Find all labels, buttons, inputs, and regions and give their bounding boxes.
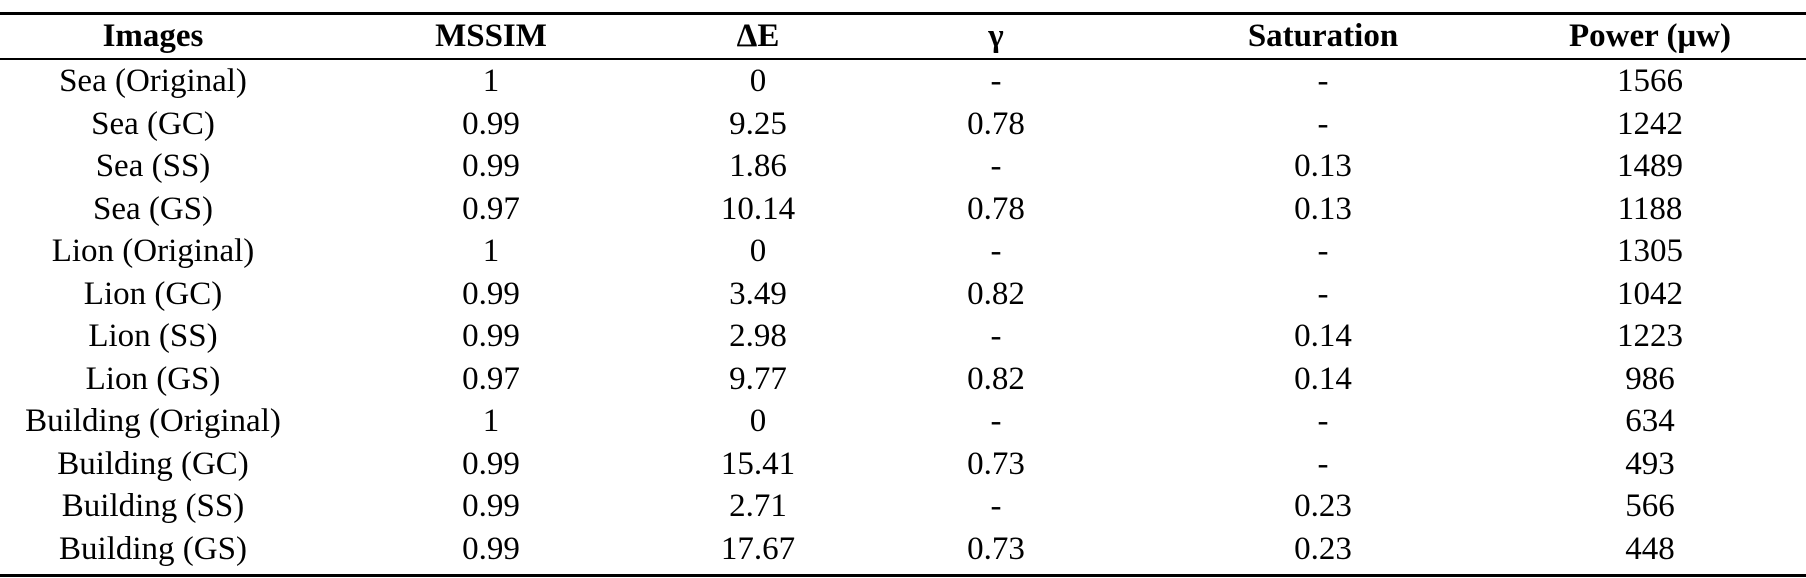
cell-gamma: 0.73 — [967, 445, 1025, 482]
cell-saturation: - — [1317, 63, 1329, 100]
cell-delta-e: 9.77 — [729, 360, 787, 397]
cell-gamma: 0.73 — [967, 530, 1025, 567]
table-bottom-rule — [0, 574, 1806, 577]
cell-power: 1042 — [1617, 275, 1683, 312]
cell-gamma: - — [990, 148, 1002, 185]
table-row — [0, 400, 1806, 443]
cell-power: 1305 — [1617, 233, 1683, 270]
cell-saturation: - — [1317, 275, 1329, 312]
cell-image: Building (Original) — [25, 403, 281, 440]
cell-delta-e: 17.67 — [720, 530, 796, 567]
cell-power: 493 — [1625, 445, 1675, 482]
header-images: Images — [102, 18, 204, 54]
header-mssim: MSSIM — [435, 18, 547, 54]
cell-power: 1223 — [1617, 318, 1683, 355]
cell-mssim: 1 — [482, 233, 500, 270]
table-row — [0, 145, 1806, 188]
cell-saturation: - — [1317, 445, 1329, 482]
cell-image: Building (GC) — [57, 445, 249, 482]
cell-delta-e: 15.41 — [720, 445, 796, 482]
table-row — [0, 315, 1806, 358]
cell-image: Sea (SS) — [95, 148, 211, 185]
cell-power: 634 — [1625, 403, 1675, 440]
cell-power: 986 — [1625, 360, 1675, 397]
cell-delta-e: 1.86 — [729, 148, 787, 185]
results-table — [0, 15, 1806, 570]
cell-image: Building (SS) — [61, 488, 245, 525]
cell-delta-e: 3.49 — [729, 275, 787, 312]
cell-power: 1188 — [1617, 190, 1683, 227]
cell-gamma: - — [990, 63, 1002, 100]
cell-saturation: 0.23 — [1294, 530, 1352, 567]
cell-gamma: 0.82 — [967, 360, 1025, 397]
cell-mssim: 0.99 — [462, 148, 520, 185]
cell-gamma: - — [990, 488, 1002, 525]
cell-image: Sea (GS) — [92, 190, 214, 227]
cell-mssim: 1 — [482, 63, 500, 100]
cell-image: Lion (GS) — [85, 360, 221, 397]
table-row — [0, 230, 1806, 273]
cell-power: 448 — [1625, 530, 1675, 567]
cell-image: Lion (SS) — [88, 318, 218, 355]
cell-mssim: 0.99 — [462, 105, 520, 142]
table-row — [0, 528, 1806, 571]
cell-power: 1242 — [1617, 105, 1683, 142]
cell-saturation: 0.23 — [1294, 488, 1352, 525]
cell-delta-e: 0 — [749, 233, 767, 270]
cell-saturation: - — [1317, 403, 1329, 440]
cell-mssim: 0.97 — [462, 190, 520, 227]
table-row — [0, 188, 1806, 231]
header-gamma: γ — [988, 18, 1004, 54]
cell-delta-e: 2.71 — [729, 488, 787, 525]
cell-image: Lion (Original) — [51, 233, 255, 270]
cell-mssim: 0.97 — [462, 360, 520, 397]
cell-gamma: - — [990, 318, 1002, 355]
cell-mssim: 0.99 — [462, 318, 520, 355]
cell-gamma: 0.78 — [967, 190, 1025, 227]
cell-saturation: 0.13 — [1294, 190, 1352, 227]
cell-power: 566 — [1625, 488, 1675, 525]
cell-mssim: 0.99 — [462, 488, 520, 525]
header-row — [0, 15, 1806, 58]
table-row — [0, 103, 1806, 146]
header-delta-e: ΔE — [736, 18, 780, 54]
cell-saturation: - — [1317, 105, 1329, 142]
cell-gamma: - — [990, 403, 1002, 440]
cell-delta-e: 10.14 — [720, 190, 796, 227]
cell-gamma: 0.78 — [967, 105, 1025, 142]
cell-saturation: 0.13 — [1294, 148, 1352, 185]
cell-saturation: - — [1317, 233, 1329, 270]
cell-saturation: 0.14 — [1294, 318, 1352, 355]
cell-saturation: 0.14 — [1294, 360, 1352, 397]
cell-mssim: 0.99 — [462, 445, 520, 482]
cell-mssim: 0.99 — [462, 275, 520, 312]
cell-image: Building (GS) — [59, 530, 247, 567]
cell-delta-e: 2.98 — [729, 318, 787, 355]
cell-mssim: 1 — [482, 403, 500, 440]
cell-mssim: 0.99 — [462, 530, 520, 567]
table-row — [0, 273, 1806, 316]
cell-power: 1566 — [1617, 63, 1683, 100]
table-row — [0, 443, 1806, 486]
cell-image: Sea (GC) — [91, 105, 215, 142]
header-power: Power (μw) — [1569, 18, 1731, 54]
cell-gamma: 0.82 — [967, 275, 1025, 312]
table-row — [0, 358, 1806, 401]
table-row — [0, 485, 1806, 528]
cell-image: Lion (GC) — [83, 275, 223, 312]
cell-delta-e: 9.25 — [729, 105, 787, 142]
cell-gamma: - — [990, 233, 1002, 270]
cell-delta-e: 0 — [749, 63, 767, 100]
cell-image: Sea (Original) — [59, 63, 247, 100]
header-saturation: Saturation — [1247, 18, 1399, 54]
cell-power: 1489 — [1617, 148, 1683, 185]
cell-delta-e: 0 — [749, 403, 767, 440]
table-row — [0, 58, 1806, 103]
